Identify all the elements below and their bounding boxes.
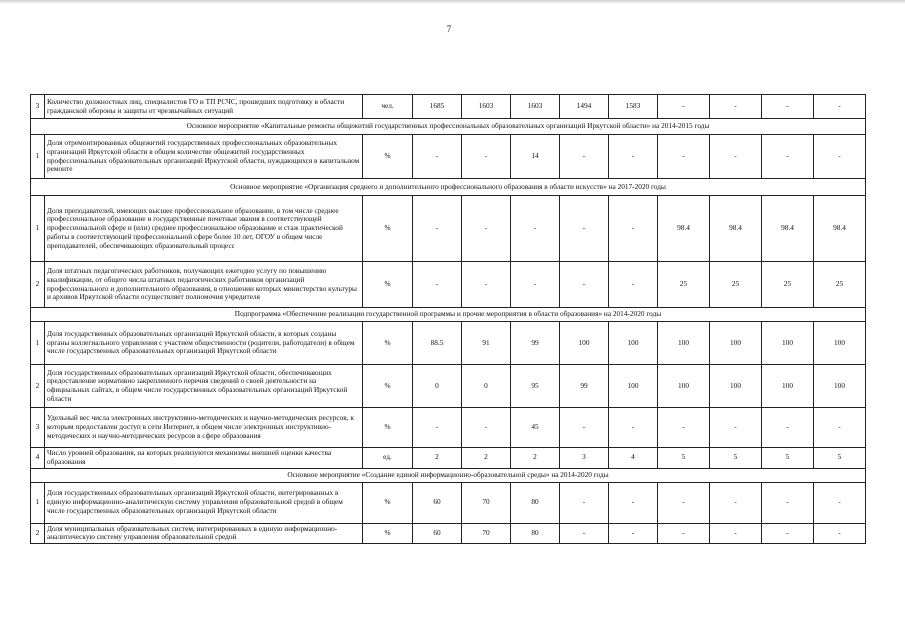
value-cell: - xyxy=(560,482,609,523)
value-cell: - xyxy=(710,95,762,119)
value-cell: - xyxy=(710,523,762,544)
value-cell: - xyxy=(462,135,511,179)
value-cell: 100 xyxy=(609,322,658,365)
value-cell: - xyxy=(658,135,710,179)
unit-cell: % xyxy=(363,322,413,365)
value-cell: - xyxy=(462,408,511,448)
row-number: 2 xyxy=(31,523,45,544)
value-cell: 70 xyxy=(462,523,511,544)
value-cell: 5 xyxy=(710,448,762,469)
row-number: 3 xyxy=(31,408,45,448)
value-cell: - xyxy=(560,196,609,262)
value-cell: - xyxy=(658,482,710,523)
value-cell: 80 xyxy=(511,523,560,544)
value-cell: 80 xyxy=(511,482,560,523)
value-cell: - xyxy=(609,408,658,448)
row-number: 2 xyxy=(31,262,45,308)
section-title: Основное мероприятие «Капитальные ремонты общежитий государственных профессиональных образовательных организаций Иркутской области» на 2014-2015 годы xyxy=(31,119,866,135)
indicator-name: Доля преподавателей, имеющих высшее профессиональное образование, в том числе среднее профессиональное образование и государственные почетные звания в соответствующей профессиональной сфере и (или) среднее профессиональное образование и стаж практической работы в соответствующей профессиональной сфере более 10 лет, ОГОУ в общем числе преподавателей, обеспечивающих образовательный процесс xyxy=(45,196,363,262)
value-cell: 60 xyxy=(413,482,462,523)
value-cell: 0 xyxy=(462,365,511,408)
value-cell: - xyxy=(413,408,462,448)
value-cell: - xyxy=(609,482,658,523)
value-cell: - xyxy=(658,523,710,544)
value-cell: - xyxy=(814,95,866,119)
value-cell: 100 xyxy=(814,365,866,408)
value-cell: 100 xyxy=(814,322,866,365)
value-cell: - xyxy=(560,523,609,544)
table-row xyxy=(31,523,866,544)
value-cell: 98.4 xyxy=(814,196,866,262)
value-cell: 0 xyxy=(413,365,462,408)
value-cell: 1583 xyxy=(609,95,658,119)
value-cell: 25 xyxy=(710,262,762,308)
value-cell: - xyxy=(814,482,866,523)
value-cell: - xyxy=(609,262,658,308)
value-cell: - xyxy=(462,196,511,262)
value-cell: 98.4 xyxy=(710,196,762,262)
value-cell: 100 xyxy=(560,322,609,365)
page-number: 7 xyxy=(446,24,452,34)
section-title: Основное мероприятие «Организация среднего и дополнительного профессионального образования в области искусств» на 2017-2020 годы xyxy=(31,179,866,196)
unit-cell: ед. xyxy=(363,448,413,469)
value-cell: - xyxy=(413,135,462,179)
row-number: 1 xyxy=(31,482,45,523)
value-cell: 100 xyxy=(710,365,762,408)
row-number: 1 xyxy=(31,322,45,365)
table-row xyxy=(31,448,866,469)
value-cell: 45 xyxy=(511,408,560,448)
unit-cell: чел. xyxy=(363,95,413,119)
value-cell: - xyxy=(762,408,814,448)
table-row xyxy=(31,482,866,523)
unit-cell: % xyxy=(363,408,413,448)
value-cell: - xyxy=(710,482,762,523)
value-cell: 88.5 xyxy=(413,322,462,365)
value-cell: 98.4 xyxy=(762,196,814,262)
unit-cell: % xyxy=(363,262,413,308)
table-row xyxy=(31,322,866,365)
indicator-name: Число уровней образования, на которых реализуются механизмы внешней оценки качества образования xyxy=(45,448,363,469)
table-row xyxy=(31,135,866,179)
value-cell: 2 xyxy=(511,448,560,469)
value-cell: - xyxy=(710,135,762,179)
table-row xyxy=(31,365,866,408)
section-header-row xyxy=(31,119,866,135)
value-cell: - xyxy=(413,196,462,262)
value-cell: - xyxy=(560,135,609,179)
value-cell: 70 xyxy=(462,482,511,523)
unit-cell: % xyxy=(363,523,413,544)
value-cell: 99 xyxy=(511,322,560,365)
value-cell: 91 xyxy=(462,322,511,365)
value-cell: 5 xyxy=(762,448,814,469)
value-cell: - xyxy=(609,196,658,262)
indicator-name: Доля муниципальных образовательных систем, интегрированных в единую информационно-аналитическую систему управления образовательной средой xyxy=(45,523,363,544)
table-row xyxy=(31,262,866,308)
value-cell: - xyxy=(560,408,609,448)
value-cell: 2 xyxy=(462,448,511,469)
section-title: Основное мероприятие «Создание единой информационно-образовательной среды» на 2014-2020 годы xyxy=(31,468,866,482)
value-cell: 14 xyxy=(511,135,560,179)
value-cell: 1603 xyxy=(462,95,511,119)
value-cell: 60 xyxy=(413,523,462,544)
indicator-name: Доля государственных образовательных организаций Иркутской области, интегрированных в единую информационно-аналитическую систему управления образовательной средой в общем числе государственных образовательных организаций Иркутской области xyxy=(45,482,363,523)
value-cell: 100 xyxy=(762,365,814,408)
section-header-row xyxy=(31,308,866,322)
value-cell: 5 xyxy=(658,448,710,469)
section-title: Подпрограмма «Обеспечение реализации государственной программы и прочие мероприятия в области образования» на 2014-2020 годы xyxy=(31,308,866,322)
value-cell: - xyxy=(658,95,710,119)
value-cell: 100 xyxy=(658,365,710,408)
row-number: 2 xyxy=(31,365,45,408)
value-cell: - xyxy=(560,262,609,308)
row-number: 3 xyxy=(31,95,45,119)
value-cell: - xyxy=(762,135,814,179)
value-cell: - xyxy=(511,196,560,262)
value-cell: 25 xyxy=(658,262,710,308)
value-cell: - xyxy=(814,135,866,179)
table-row xyxy=(31,408,866,448)
value-cell: 100 xyxy=(609,365,658,408)
value-cell: 1494 xyxy=(560,95,609,119)
value-cell: 1603 xyxy=(511,95,560,119)
indicators-table xyxy=(30,94,866,544)
value-cell: 25 xyxy=(814,262,866,308)
indicator-name: Удельный вес числа электронных инструктивно-методических и научно-методических ресурсов, к которым предоставлен доступ в сети Интернет, в общем числе электронных инструктивно-методических и научно-методических ресурсов в сфере образования xyxy=(45,408,363,448)
scan-edge xyxy=(0,0,905,4)
value-cell: 98.4 xyxy=(658,196,710,262)
section-header-row xyxy=(31,179,866,196)
value-cell: 4 xyxy=(609,448,658,469)
indicator-name: Доля государственных образовательных организаций Иркутской области, в которых созданы органы коллегиального управления с участием общественности (родители, работодатели) в общем числе государственных образовательных организаций Иркутской области xyxy=(45,322,363,365)
value-cell: 5 xyxy=(814,448,866,469)
value-cell: - xyxy=(609,135,658,179)
indicator-name: Доля отремонтированных общежитий государственных профессиональных образовательных организаций Иркутской области в общем количестве общежитий государственных профессиональных образовательных организаций Иркутской области, нуждающихся в капитальном ремонте xyxy=(45,135,363,179)
indicator-name: Доля государственных образовательных организаций Иркутской области, обеспечивающих предоставление нормативно закрепленного перечня сведений о своей деятельности на официальных сайтах, в общем числе государственных образовательных организаций Иркутской области xyxy=(45,365,363,408)
value-cell: 25 xyxy=(762,262,814,308)
value-cell: - xyxy=(814,523,866,544)
unit-cell: % xyxy=(363,135,413,179)
value-cell: - xyxy=(609,523,658,544)
value-cell: 3 xyxy=(560,448,609,469)
value-cell: - xyxy=(462,262,511,308)
value-cell: 2 xyxy=(413,448,462,469)
value-cell: - xyxy=(762,523,814,544)
value-cell: - xyxy=(658,408,710,448)
value-cell: - xyxy=(762,95,814,119)
value-cell: - xyxy=(762,482,814,523)
row-number: 4 xyxy=(31,448,45,469)
table-row xyxy=(31,95,866,119)
value-cell: 100 xyxy=(658,322,710,365)
value-cell: - xyxy=(413,262,462,308)
value-cell: - xyxy=(710,408,762,448)
unit-cell: % xyxy=(363,482,413,523)
unit-cell: % xyxy=(363,365,413,408)
value-cell: 100 xyxy=(762,322,814,365)
value-cell: - xyxy=(814,408,866,448)
value-cell: - xyxy=(511,262,560,308)
unit-cell: % xyxy=(363,196,413,262)
section-header-row xyxy=(31,468,866,482)
indicator-name: Доля штатных педагогических работников, получающих ежегодно услугу по повышению квалификации, от общего числа штатных педагогических работников организаций профессионального и дополнительного образования, в отношении которых министерство культуры и архивов Иркутской области осуществляет полномочия учредителя xyxy=(45,262,363,308)
table-row xyxy=(31,196,866,262)
indicator-name: Количество должностных лиц, специалистов ГО и ТП РСЧС, прошедших подготовку в области гражданской обороны и защиты от чрезвычайных ситуаций xyxy=(45,95,363,119)
value-cell: 1685 xyxy=(413,95,462,119)
value-cell: 100 xyxy=(710,322,762,365)
value-cell: 95 xyxy=(511,365,560,408)
row-number: 1 xyxy=(31,196,45,262)
value-cell: 99 xyxy=(560,365,609,408)
row-number: 1 xyxy=(31,135,45,179)
